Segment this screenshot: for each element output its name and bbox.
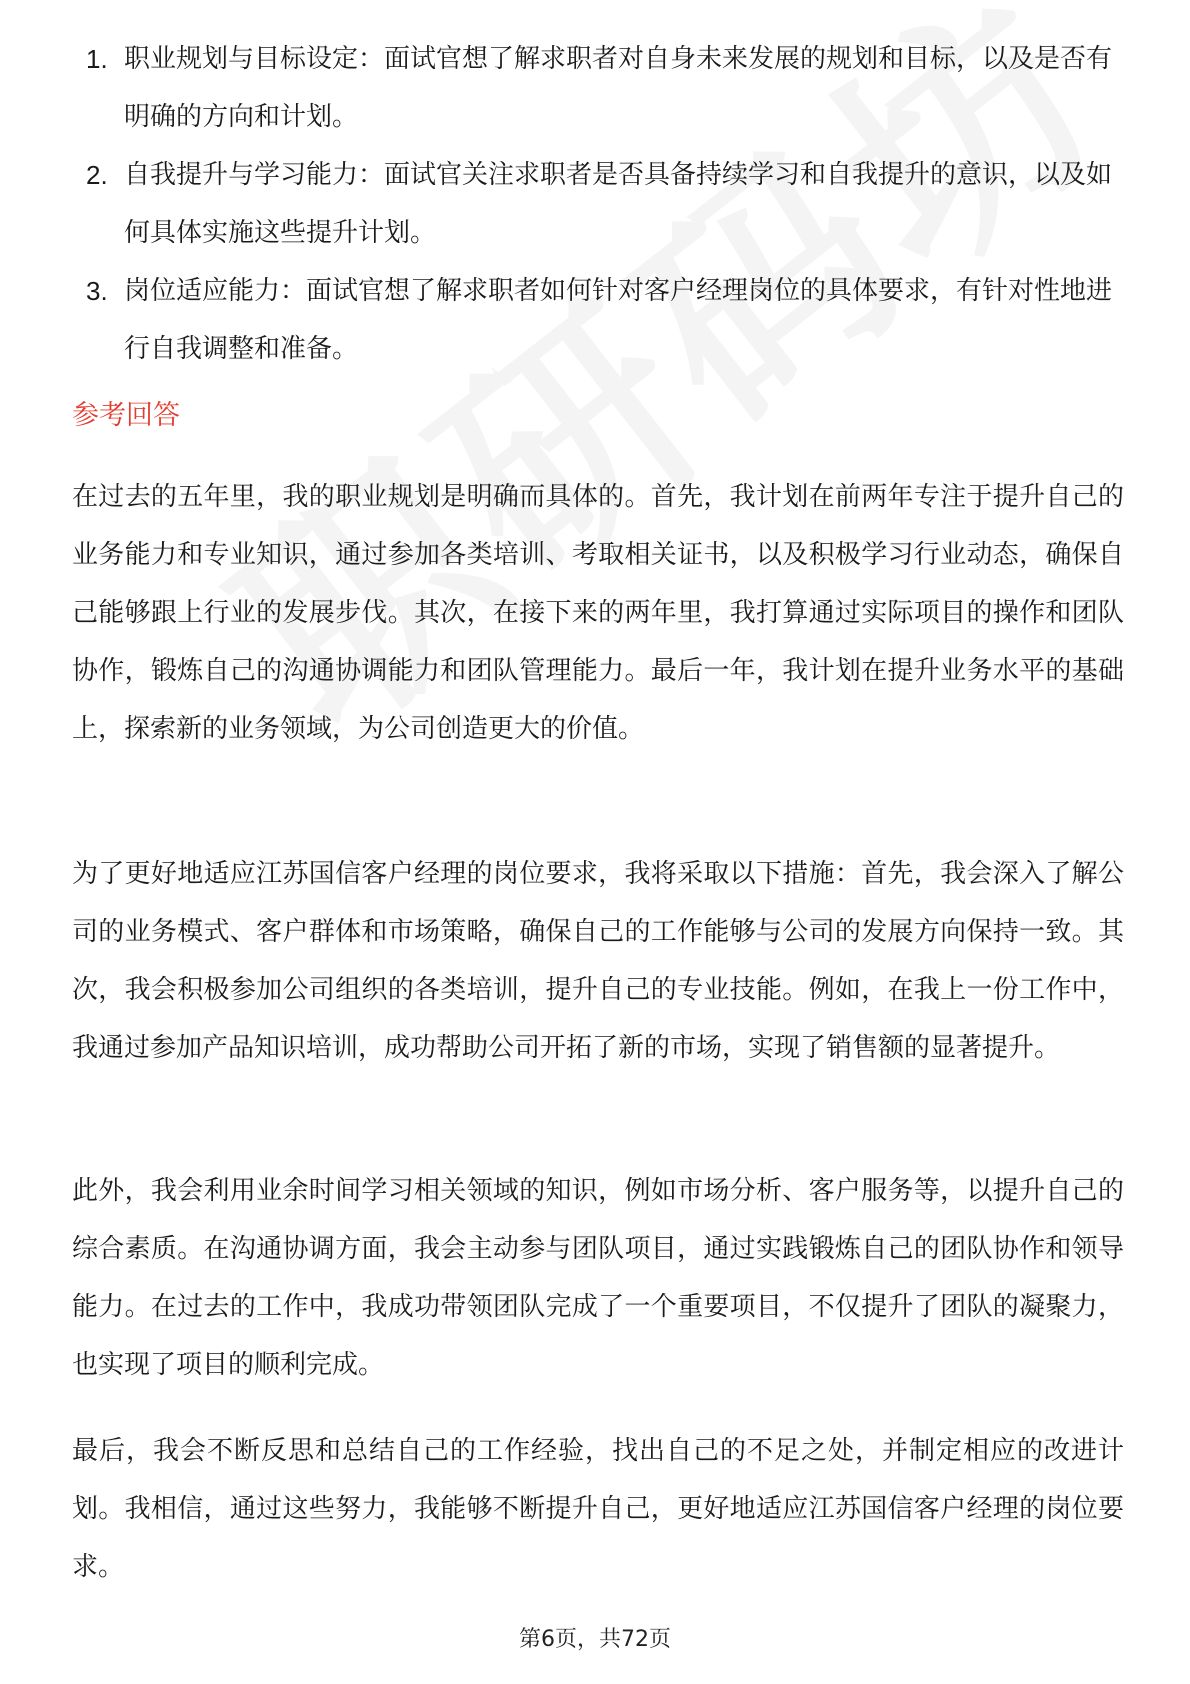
list-item-number: 2.: [86, 160, 108, 190]
answer-paragraph: 最后，我会不断反思和总结自己的工作经验，找出自己的不足之处，并制定相应的改进计划。我相信，通过这些努力，我能够不断提升自己，更好地适应江苏国信客户经理的岗位要求。: [72, 1436, 1124, 1582]
list-item: [72, 146, 1122, 262]
answer-paragraph: 在过去的五年里，我的职业规划是明确而具体的。首先，我计划在前两年专注于提升自己的业务能力和专业知识，通过参加各类培训、考取相关证书，以及积极学习行业动态，确保自己能够跟上行业的发展步伐。其次，在接下来的两年里，我打算通过实际项目的操作和团队协作，锻炼自己的沟通协调能力和团队管理能力。最后一年，我计划在提升业务水平的基础上，探索新的业务领域，为公司创造更大的价值。: [72, 482, 1124, 744]
key-points-list: [72, 30, 1122, 378]
list-item-text: 职业规划与目标设定：面试官想了解求职者对自身未来发展的规划和目标，以及是否有明确的方向和计划。: [124, 44, 1113, 132]
list-item-number: 3.: [86, 276, 108, 306]
answer-paragraph: 此外，我会利用业余时间学习相关领域的知识，例如市场分析、客户服务等，以提升自己的综合素质。在沟通协调方面，我会主动参与团队项目，通过实践锻炼自己的团队协作和领导能力。在过去的工作中，我成功带领团队完成了一个重要项目，不仅提升了团队的凝聚力，也实现了项目的顺利完成。: [72, 1176, 1124, 1380]
list-item-number: 1.: [86, 44, 108, 74]
list-item: [72, 30, 1122, 146]
list-item-text: 自我提升与学习能力：面试官关注求职者是否具备持续学习和自我提升的意识，以及如何具体实施这些提升计划。: [124, 160, 1113, 248]
list-item-text: 岗位适应能力：面试官想了解求职者如何针对客户经理岗位的具体要求，有针对性地进行自我调整和准备。: [124, 276, 1113, 364]
section-title: 参考回答: [72, 400, 180, 431]
page-number: 第6页，共72页: [519, 1627, 671, 1652]
list-item: [72, 262, 1122, 378]
answer-paragraph: 为了更好地适应江苏国信客户经理的岗位要求，我将采取以下措施：首先，我会深入了解公司的业务模式、客户群体和市场策略，确保自己的工作能够与公司的发展方向保持一致。其次，我会积极参加公司组织的各类培训，提升自己的专业技能。例如，在我上一份工作中，我通过参加产品知识培训，成功帮助公司开拓了新的市场，实现了销售额的显著提升。: [72, 859, 1124, 1063]
